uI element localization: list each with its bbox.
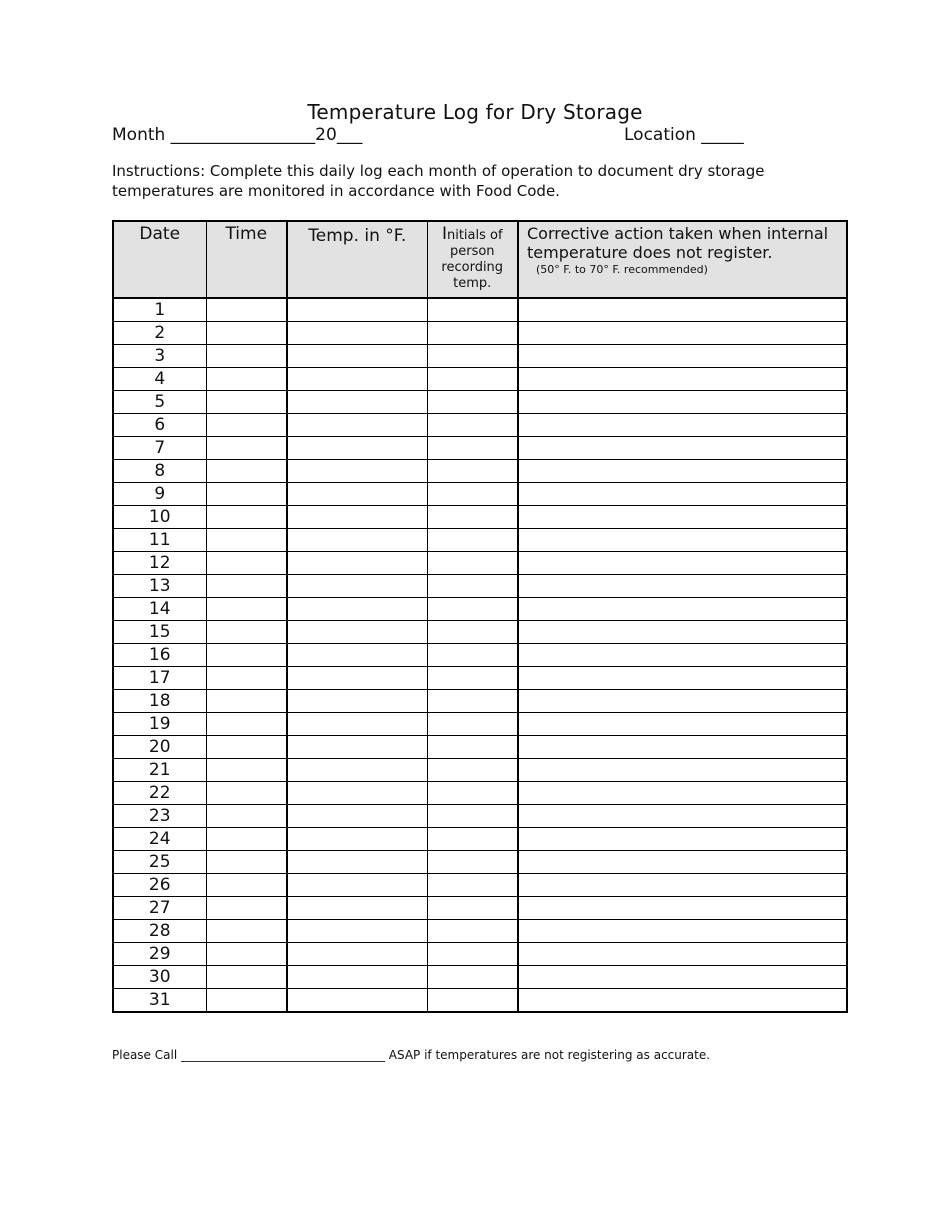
time-cell[interactable] — [206, 345, 287, 368]
corrective-action-cell[interactable] — [518, 298, 847, 322]
time-cell[interactable] — [206, 920, 287, 943]
table-row — [113, 575, 847, 598]
corrective-action-cell[interactable] — [518, 874, 847, 897]
initials-cell[interactable] — [427, 368, 518, 391]
footer-note: Please Call __________________________________ ASAP if temperatures are not registering as accurate. — [112, 1048, 711, 1062]
temp-cell[interactable] — [287, 437, 427, 460]
table-row — [113, 828, 847, 851]
date-cell: 23 — [113, 805, 206, 828]
date-cell: 5 — [113, 391, 206, 414]
temp-cell[interactable] — [287, 782, 427, 805]
table-row — [113, 782, 847, 805]
date-cell: 26 — [113, 874, 206, 897]
table-body — [113, 298, 847, 1012]
temp-cell[interactable] — [287, 920, 427, 943]
table-row — [113, 713, 847, 736]
instructions-line: temperatures are monitored in accordance with Food Code. — [112, 182, 560, 200]
time-cell[interactable] — [206, 506, 287, 529]
time-cell[interactable] — [206, 322, 287, 345]
temp-cell[interactable] — [287, 966, 427, 989]
temperature-log-table — [112, 220, 848, 1013]
corrective-action-cell[interactable] — [518, 483, 847, 506]
time-cell[interactable] — [206, 552, 287, 575]
temp-cell[interactable] — [287, 368, 427, 391]
table-row — [113, 414, 847, 437]
date-cell: 9 — [113, 483, 206, 506]
initials-initial-letter: I — [441, 224, 447, 244]
table-row — [113, 298, 847, 322]
date-cell: 27 — [113, 897, 206, 920]
table-row — [113, 437, 847, 460]
initials-cell[interactable] — [427, 690, 518, 713]
month-field: Month _________________20___ — [112, 125, 363, 145]
initials-cell[interactable] — [427, 298, 518, 322]
initials-cell[interactable] — [427, 506, 518, 529]
corrective-action-cell[interactable] — [518, 414, 847, 437]
table-row — [113, 874, 847, 897]
date-cell: 19 — [113, 713, 206, 736]
corrective-action-cell[interactable] — [518, 506, 847, 529]
temp-cell[interactable] — [287, 460, 427, 483]
time-cell[interactable] — [206, 391, 287, 414]
initials-cell[interactable] — [427, 713, 518, 736]
date-cell: 22 — [113, 782, 206, 805]
corrective-action-cell[interactable] — [518, 667, 847, 690]
corrective-action-cell[interactable] — [518, 575, 847, 598]
time-cell[interactable] — [206, 529, 287, 552]
temp-cell[interactable] — [287, 506, 427, 529]
date-cell: 8 — [113, 460, 206, 483]
column-header-date: Date — [113, 221, 206, 298]
time-cell[interactable] — [206, 644, 287, 667]
initials-cell[interactable] — [427, 460, 518, 483]
table-row — [113, 690, 847, 713]
initials-cell[interactable] — [427, 598, 518, 621]
corrective-action-cell[interactable] — [518, 322, 847, 345]
initials-cell[interactable] — [427, 851, 518, 874]
date-cell: 3 — [113, 345, 206, 368]
date-cell: 11 — [113, 529, 206, 552]
temp-cell[interactable] — [287, 644, 427, 667]
column-header-time: Time — [206, 221, 287, 298]
corrective-action-cell[interactable] — [518, 897, 847, 920]
corrective-action-cell[interactable] — [518, 713, 847, 736]
initials-cell[interactable] — [427, 529, 518, 552]
temp-cell[interactable] — [287, 713, 427, 736]
date-cell: 14 — [113, 598, 206, 621]
corrective-action-cell[interactable] — [518, 805, 847, 828]
corrective-action-note: (50° F. to 70° F. recommended) — [536, 263, 708, 276]
time-cell[interactable] — [206, 828, 287, 851]
table-row — [113, 483, 847, 506]
date-cell: 28 — [113, 920, 206, 943]
corrective-action-cell[interactable] — [518, 368, 847, 391]
table-row — [113, 989, 847, 1013]
table-row — [113, 598, 847, 621]
temp-cell[interactable] — [287, 989, 427, 1013]
date-cell: 16 — [113, 644, 206, 667]
date-cell: 7 — [113, 437, 206, 460]
table-row — [113, 943, 847, 966]
initials-cell[interactable] — [427, 966, 518, 989]
table-row — [113, 345, 847, 368]
time-cell[interactable] — [206, 713, 287, 736]
time-cell[interactable] — [206, 460, 287, 483]
time-cell[interactable] — [206, 943, 287, 966]
time-cell[interactable] — [206, 736, 287, 759]
corrective-action-cell[interactable] — [518, 621, 847, 644]
temp-cell[interactable] — [287, 322, 427, 345]
time-cell[interactable] — [206, 897, 287, 920]
time-cell[interactable] — [206, 851, 287, 874]
initials-cell[interactable] — [427, 391, 518, 414]
temp-cell[interactable] — [287, 897, 427, 920]
initials-cell[interactable] — [427, 322, 518, 345]
table-row — [113, 920, 847, 943]
time-cell[interactable] — [206, 805, 287, 828]
corrective-action-cell[interactable] — [518, 690, 847, 713]
time-cell[interactable] — [206, 575, 287, 598]
table-row — [113, 667, 847, 690]
temp-cell[interactable] — [287, 667, 427, 690]
corrective-action-cell[interactable] — [518, 552, 847, 575]
temp-cell[interactable] — [287, 391, 427, 414]
instructions-line: Instructions: Complete this daily log each month of operation to document dry storage — [112, 162, 765, 180]
corrective-action-cell[interactable] — [518, 759, 847, 782]
date-cell: 29 — [113, 943, 206, 966]
temp-cell[interactable] — [287, 529, 427, 552]
table-row — [113, 322, 847, 345]
column-header-temp: Temp. in °F. — [287, 221, 427, 298]
time-cell[interactable] — [206, 598, 287, 621]
time-cell[interactable] — [206, 690, 287, 713]
initials-cell[interactable] — [427, 736, 518, 759]
time-cell[interactable] — [206, 368, 287, 391]
corrective-action-cell[interactable] — [518, 851, 847, 874]
time-cell[interactable] — [206, 966, 287, 989]
date-cell: 24 — [113, 828, 206, 851]
initials-cell[interactable] — [427, 897, 518, 920]
temp-cell[interactable] — [287, 552, 427, 575]
corrective-action-cell[interactable] — [518, 736, 847, 759]
time-cell[interactable] — [206, 437, 287, 460]
temp-cell[interactable] — [287, 598, 427, 621]
initials-cell[interactable] — [427, 414, 518, 437]
corrective-action-cell[interactable] — [518, 391, 847, 414]
time-cell[interactable] — [206, 298, 287, 322]
initials-cell[interactable] — [427, 483, 518, 506]
column-header-corrective-action — [518, 221, 847, 298]
date-cell: 10 — [113, 506, 206, 529]
initials-cell[interactable] — [427, 805, 518, 828]
temp-cell[interactable] — [287, 828, 427, 851]
table-row — [113, 506, 847, 529]
table-row — [113, 529, 847, 552]
date-cell: 18 — [113, 690, 206, 713]
corrective-action-cell[interactable] — [518, 782, 847, 805]
table-row — [113, 805, 847, 828]
table-row — [113, 644, 847, 667]
time-cell[interactable] — [206, 782, 287, 805]
time-cell[interactable] — [206, 621, 287, 644]
time-cell[interactable] — [206, 483, 287, 506]
initials-cell[interactable] — [427, 782, 518, 805]
initials-cell[interactable] — [427, 667, 518, 690]
corrective-action-cell[interactable] — [518, 460, 847, 483]
corrective-action-cell[interactable] — [518, 943, 847, 966]
date-cell: 1 — [113, 298, 206, 322]
corrective-action-cell[interactable] — [518, 920, 847, 943]
location-field: Location _____ — [624, 125, 744, 145]
temp-cell[interactable] — [287, 575, 427, 598]
table-row — [113, 391, 847, 414]
table-row — [113, 851, 847, 874]
table-row — [113, 621, 847, 644]
instructions — [112, 161, 812, 201]
time-cell[interactable] — [206, 874, 287, 897]
date-cell: 15 — [113, 621, 206, 644]
date-cell: 21 — [113, 759, 206, 782]
initials-cell[interactable] — [427, 575, 518, 598]
table-row — [113, 460, 847, 483]
initials-cell[interactable] — [427, 943, 518, 966]
initials-cell[interactable] — [427, 621, 518, 644]
initials-cell[interactable] — [427, 874, 518, 897]
time-cell[interactable] — [206, 414, 287, 437]
temp-cell[interactable] — [287, 621, 427, 644]
initials-cell[interactable] — [427, 989, 518, 1013]
table-row — [113, 897, 847, 920]
temp-cell[interactable] — [287, 298, 427, 322]
temp-cell[interactable] — [287, 759, 427, 782]
corrective-action-cell[interactable] — [518, 437, 847, 460]
temp-cell[interactable] — [287, 414, 427, 437]
temp-cell[interactable] — [287, 736, 427, 759]
corrective-action-cell[interactable] — [518, 644, 847, 667]
corrective-action-cell[interactable] — [518, 345, 847, 368]
temp-cell[interactable] — [287, 483, 427, 506]
time-cell[interactable] — [206, 759, 287, 782]
corrective-action-cell[interactable] — [518, 529, 847, 552]
initials-cell[interactable] — [427, 437, 518, 460]
temp-cell[interactable] — [287, 345, 427, 368]
time-cell[interactable] — [206, 989, 287, 1013]
table-header-row — [113, 221, 847, 298]
table-row — [113, 966, 847, 989]
temp-cell[interactable] — [287, 943, 427, 966]
table-row — [113, 759, 847, 782]
initials-rest: nitials of person recording temp. — [441, 228, 504, 291]
page-title: Temperature Log for Dry Storage — [307, 100, 643, 124]
column-header-initials — [427, 221, 518, 298]
initials-cell[interactable] — [427, 759, 518, 782]
date-cell: 31 — [113, 989, 206, 1013]
initials-cell[interactable] — [427, 644, 518, 667]
initials-cell[interactable] — [427, 920, 518, 943]
corrective-action-cell[interactable] — [518, 828, 847, 851]
date-cell: 17 — [113, 667, 206, 690]
date-cell: 12 — [113, 552, 206, 575]
date-cell: 4 — [113, 368, 206, 391]
date-cell: 25 — [113, 851, 206, 874]
date-cell: 20 — [113, 736, 206, 759]
table-row — [113, 736, 847, 759]
date-cell: 2 — [113, 322, 206, 345]
time-cell[interactable] — [206, 667, 287, 690]
corrective-action-cell[interactable] — [518, 598, 847, 621]
corrective-action-cell[interactable] — [518, 989, 847, 1013]
temp-cell[interactable] — [287, 805, 427, 828]
temp-cell[interactable] — [287, 851, 427, 874]
table-row — [113, 368, 847, 391]
temp-cell[interactable] — [287, 690, 427, 713]
table-row — [113, 552, 847, 575]
corrective-action-cell[interactable] — [518, 966, 847, 989]
date-cell: 13 — [113, 575, 206, 598]
initials-cell[interactable] — [427, 828, 518, 851]
date-cell: 6 — [113, 414, 206, 437]
initials-cell[interactable] — [427, 345, 518, 368]
initials-cell[interactable] — [427, 552, 518, 575]
date-cell: 30 — [113, 966, 206, 989]
corrective-action-label: Corrective action taken when internal temperature does not register. — [527, 224, 829, 262]
temp-cell[interactable] — [287, 874, 427, 897]
